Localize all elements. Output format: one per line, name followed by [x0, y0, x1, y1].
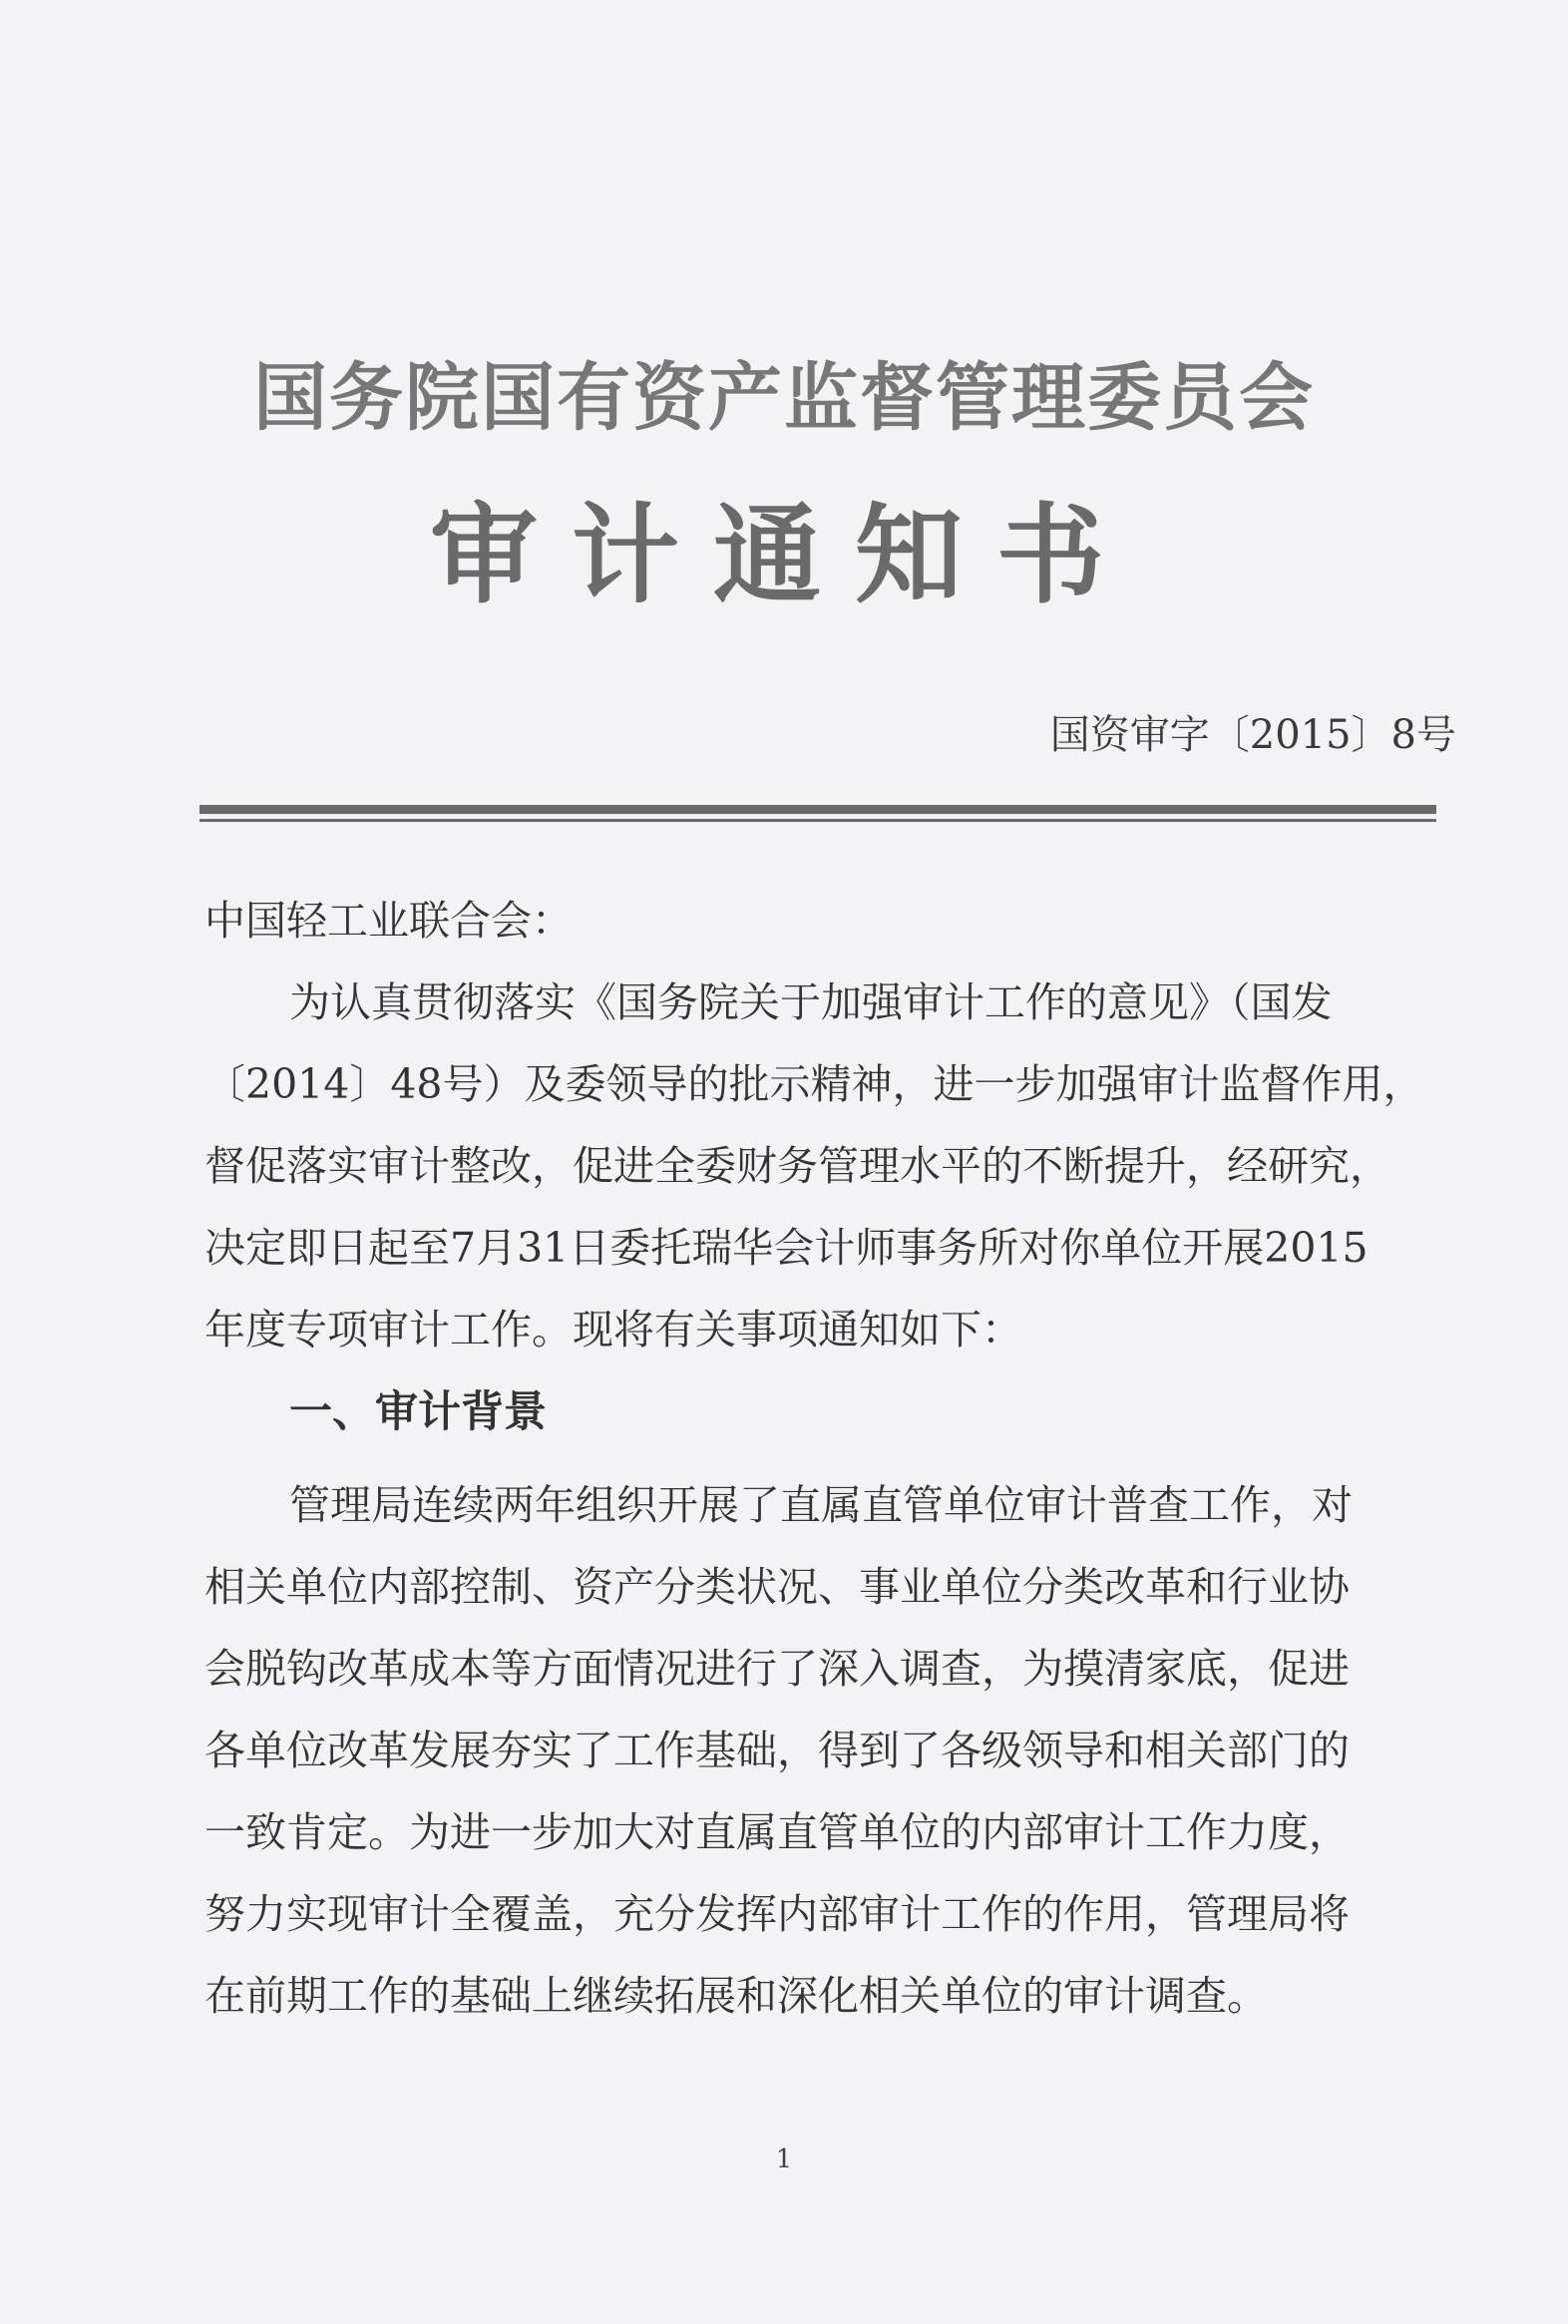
intro-line: 决定即日起至7月31日委托瑞华会计师事务所对你单位开展2015	[204, 1224, 1369, 1272]
document-title: 审计通知书	[429, 493, 1138, 618]
header-divider	[199, 805, 1436, 827]
section-line: 在前期工作的基础上继续拓展和深化相关单位的审计调查。	[204, 1972, 1268, 2020]
section-heading: 一、审计背景	[289, 1387, 547, 1437]
section-line: 相关单位内部控制、资产分类状况、事业单位分类改革和行业协	[204, 1563, 1350, 1611]
section-line: 努力实现审计全覆盖，充分发挥内部审计工作的作用，管理局将	[204, 1890, 1350, 1938]
section-line: 各单位改革发展夯实了工作基础，得到了各级领导和相关部门的	[204, 1727, 1350, 1774]
divider-thin-line	[199, 819, 1436, 822]
page-number: 1	[775, 2144, 793, 2174]
section-line: 管理局连续两年组织开展了直属直管单位审计普查工作，对	[289, 1481, 1353, 1529]
intro-line: 年度专项审计工作。现将有关事项通知如下：	[204, 1306, 1022, 1354]
section-line: 会脱钩改革成本等方面情况进行了深入调查，为摸清家底，促进	[204, 1645, 1350, 1693]
intro-line: 督促落实审计整改，促进全委财务管理水平的不断提升，经研究，	[204, 1142, 1390, 1190]
organization-title: 国务院国有资产监督管理委员会	[253, 355, 1315, 441]
document-number: 国资审字〔2015〕8号	[1049, 712, 1456, 758]
divider-thick-line	[199, 805, 1436, 814]
section-line: 一致肯定。为进一步加大对直属直管单位的内部审计工作力度，	[204, 1808, 1350, 1856]
intro-line: 为认真贯彻落实《国务院关于加强审计工作的意见》（国发	[289, 978, 1333, 1026]
recipient-line: 中国轻工业联合会：	[204, 897, 573, 945]
intro-line: 〔2014〕48号）及委领导的批示精神，进一步加强审计监督作用，	[204, 1060, 1424, 1108]
